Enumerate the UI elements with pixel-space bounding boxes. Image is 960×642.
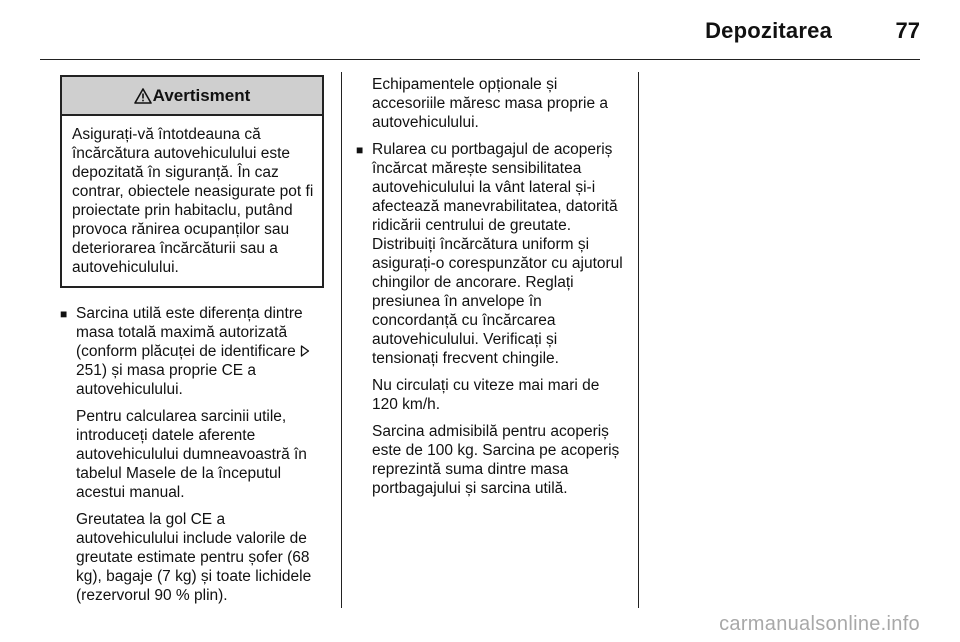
bullet-text: Rularea cu portbagajul de acoperiș încărcat mărește sensibilitatea autovehiculului la vânt lateral și-i afectează manevrabilitatea, datorită ridicării centrului de greutate. Distribuiți încărcătura uniform și asigurați-o corespunzător cu ajutorul chingilor de ancorare. Reglați presiunea în anvelope în concordanță cu încărcarea autovehiculului. Verificați și tensionați frecvent chingile. bbox=[372, 141, 623, 367]
header-divider bbox=[40, 59, 920, 60]
warning-header bbox=[62, 77, 322, 116]
bullet-text bbox=[76, 304, 324, 399]
bullet-marker: ■ bbox=[60, 307, 68, 321]
page-reference-arrow-icon[interactable] bbox=[300, 345, 310, 357]
paragraph: Greutatea la gol CE a autovehiculului include valorile de greutate estimate pentru șofer (68 kg), bagaje (7 kg) și toate lichidele (rezervorul 90 % plin). bbox=[76, 511, 312, 604]
bullet-marker: ■ bbox=[356, 143, 364, 157]
paragraph: Nu circulați cu viteze mai mari de 120 km/h. bbox=[372, 377, 600, 413]
column-2 bbox=[356, 75, 624, 506]
paragraph: Echipamentele opționale și accesoriile măresc masa proprie a autovehiculului. bbox=[372, 76, 609, 131]
column-divider-right bbox=[638, 72, 639, 608]
section-title: Depozitarea bbox=[705, 18, 832, 43]
paragraph: Pentru calcularea sarcinii utile, introduceți datele aferente autovehiculului dumneavoastră în tabelul Masele de la începutul acestui manual. bbox=[76, 408, 307, 501]
bullet-text-part: 251) și masa proprie CE a autovehiculului. bbox=[76, 362, 257, 398]
bullet-text-part: Sarcina utilă este diferența dintre masa totală maximă autorizată (conform plăcuței de identificare bbox=[76, 305, 303, 360]
column-divider-left bbox=[341, 72, 342, 608]
list-item bbox=[60, 304, 324, 399]
warning-box bbox=[60, 75, 324, 288]
column-1 bbox=[60, 75, 324, 613]
paragraph: Sarcina admisibilă pentru acoperiș este de 100 kg. Sarcina pe acoperiș reprezintă suma dintre masa portbagajului și sarcina utilă. bbox=[372, 423, 620, 497]
warning-text: Asigurați-vă întotdeauna că încărcătura autovehiculului este depozitată în siguranță. În caz contrar, obiectele neasigurate pot fi proiectate prin habitaclu, putând provoca rănirea ocupanților sau deteriorarea încărcăturii sau a autovehiculului. bbox=[72, 126, 314, 276]
warning-triangle-icon bbox=[134, 88, 152, 104]
watermark: carmanualsonline.info bbox=[719, 613, 920, 635]
page-number: 77 bbox=[895, 18, 920, 43]
warning-title: Avertisment bbox=[152, 86, 251, 105]
list-item bbox=[356, 140, 624, 368]
